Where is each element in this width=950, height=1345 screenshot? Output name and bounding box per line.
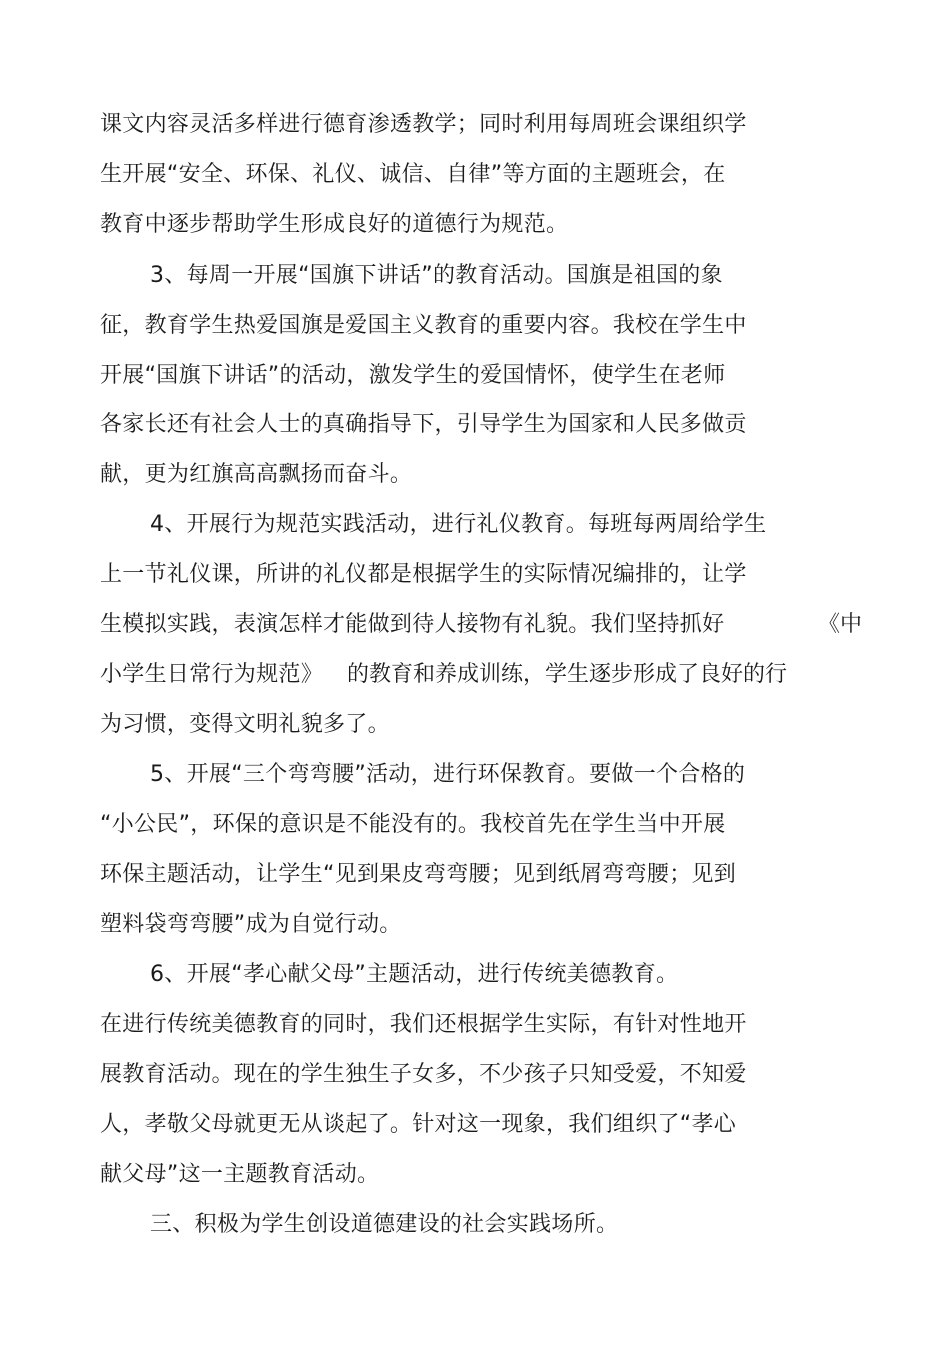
text-line: 生开展“安全、环保、礼仪、诚信、自律”等方面的主题班会，在	[100, 162, 726, 187]
text-line: 人，孝敬父母就更无从谈起了。针对这一现象，我们组织了“孝心	[100, 1112, 737, 1137]
text-line: 献，更为红旗高高飘扬而奋斗。	[100, 462, 413, 487]
text-line: 为习惯，变得文明礼貌多了。	[100, 712, 390, 737]
text-fragment: 的教育和养成训练，学生逐步形成了良好的行	[347, 662, 788, 687]
text-line: 上一节礼仪课，所讲的礼仪都是根据学生的实际情况编排的，让学	[100, 562, 747, 587]
text-line: 塑料袋弯弯腰”成为自觉行动。	[100, 912, 402, 937]
paragraph-3-first-line: 3、每周一开展“国旗下讲话”的教育活动。国旗是祖国的象	[150, 263, 723, 288]
text-line: 各家长还有社会人士的真确指导下，引导学生为国家和人民多做贡	[100, 412, 747, 437]
text-line: 在进行传统美德教育的同时，我们还根据学生实际，有针对性地开	[100, 1012, 747, 1037]
text-line: 生模拟实践，表演怎样才能做到待人接物有礼貌。我们坚持抓好	[100, 612, 725, 637]
section-heading: 三、积极为学生创设道德建设的社会实践场所。	[150, 1212, 619, 1237]
text-line: 环保主题活动，让学生“见到果皮弯弯腰；见到纸屑弯弯腰；见到	[100, 862, 737, 887]
paragraph-6-first-line: 6、开展“孝心献父母”主题活动，进行传统美德教育。	[150, 962, 679, 987]
paragraph-5-first-line: 5、开展“三个弯弯腰”活动，进行环保教育。要做一个合格的	[150, 762, 746, 787]
text-line: 征，教育学生热爱国旗是爱国主义教育的重要内容。我校在学生中	[100, 313, 747, 338]
text-fragment: 《中	[818, 612, 863, 637]
text-line: 展教育活动。现在的学生独生子女多，不少孩子只知受爱，不知爱	[100, 1062, 747, 1087]
text-line: 教育中逐步帮助学生形成良好的道德行为规范。	[100, 212, 569, 237]
text-line: “小公民”，环保的意识是不能没有的。我校首先在学生当中开展	[100, 812, 726, 837]
text-line: 开展“国旗下讲话”的活动，激发学生的爱国情怀，使学生在老师	[100, 363, 726, 388]
paragraph-4-first-line: 4、开展行为规范实践活动，进行礼仪教育。每班每两周给学生	[150, 512, 767, 537]
text-line: 课文内容灵活多样进行德育渗透教学；同时利用每周班会课组织学	[100, 112, 747, 137]
text-line: 小学生日常行为规范》	[100, 662, 324, 687]
text-line: 献父母”这一主题教育活动。	[100, 1162, 380, 1187]
